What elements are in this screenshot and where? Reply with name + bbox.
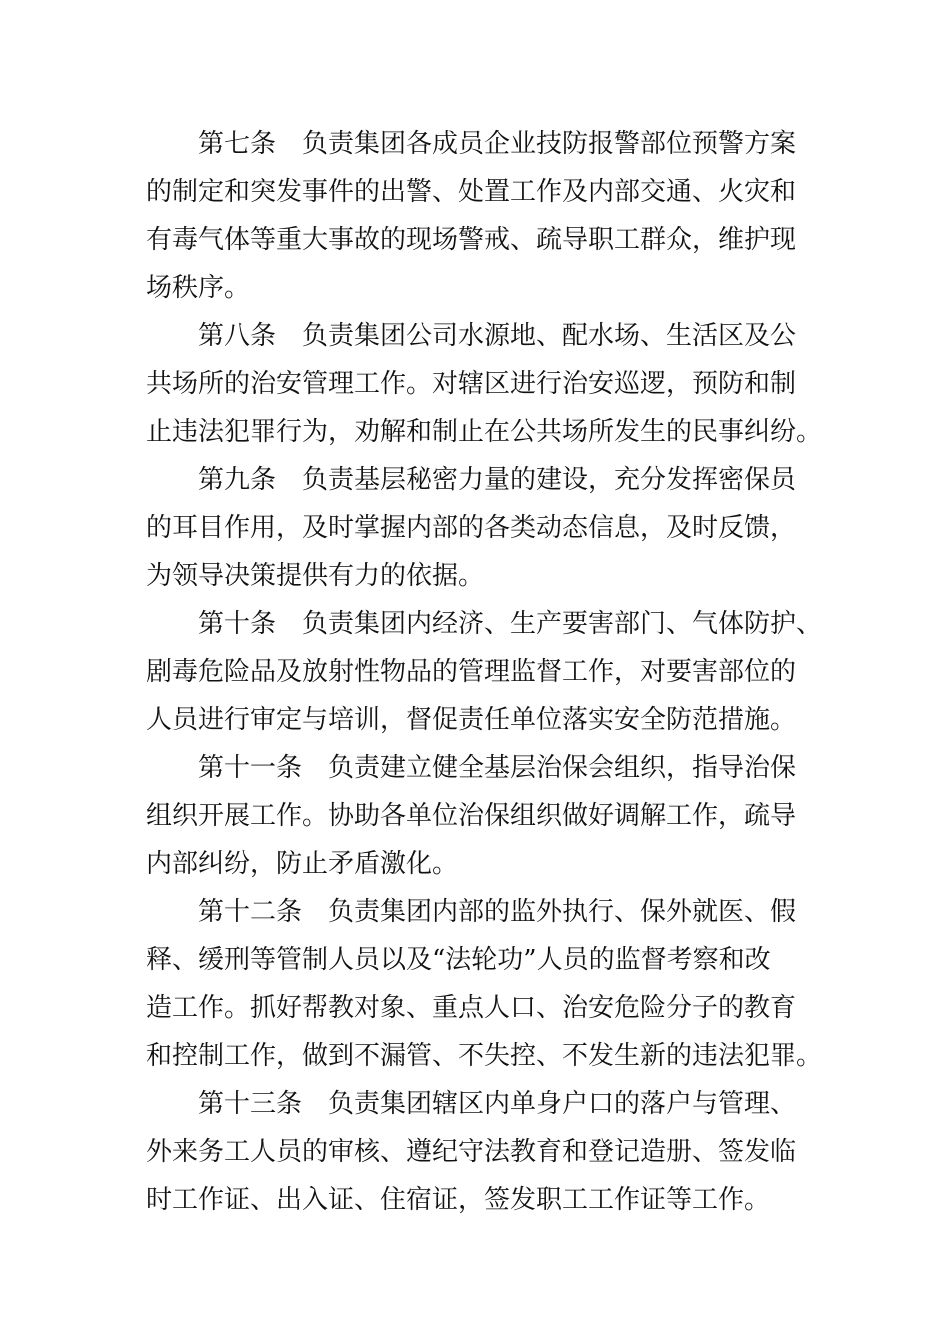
article-line: 人员进行审定与培训，督促责任单位落实安全防范措施。 [146, 705, 797, 735]
article-first-line [146, 120, 810, 168]
article-9 [146, 456, 810, 600]
article-first-line [146, 312, 810, 360]
article-11 [146, 744, 810, 888]
document-body [146, 120, 823, 1224]
article-first-line [146, 600, 823, 648]
article-line: 造工作。抓好帮教对象、重点人口、治安危险分子的教育 [146, 993, 797, 1023]
article-line: 时工作证、出入证、住宿证，签发职工工作证等工作。 [146, 1185, 771, 1215]
article-7 [146, 120, 810, 312]
article-first-line [146, 1080, 810, 1128]
article-text: 负责集团公司水源地、配水场、生活区及公 [302, 321, 797, 351]
article-number: 第八条 [198, 321, 277, 351]
article-text: 负责基层秘密力量的建设，充分发挥密保员 [302, 465, 797, 495]
article-number: 第十条 [198, 609, 277, 639]
article-number: 第九条 [198, 465, 277, 495]
article-13 [146, 1080, 810, 1224]
article-line: 有毒气体等重大事故的现场警戒、疏导职工群众，维护现 [146, 225, 797, 255]
article-first-line [146, 888, 810, 936]
article-text: 负责建立健全基层治保会组织，指导治保 [328, 753, 797, 783]
article-text: 负责集团各成员企业技防报警部位预警方案 [302, 129, 797, 159]
article-line: 组织开展工作。协助各单位治保组织做好调解工作，疏导 [146, 801, 797, 831]
article-8 [146, 312, 823, 456]
article-number: 第七条 [198, 129, 277, 159]
article-line: 释、缓刑等管制人员以及“法轮功”人员的监督考察和改 [146, 945, 771, 975]
article-line: 共场所的治安管理工作。对辖区进行治安巡逻，预防和制 [146, 369, 797, 399]
article-number: 第十一条 [198, 753, 303, 783]
article-line: 剧毒危险品及放射性物品的管理监督工作，对要害部位的 [146, 657, 797, 687]
article-first-line [146, 456, 810, 504]
article-number: 第十三条 [198, 1089, 303, 1119]
article-first-line [146, 744, 810, 792]
article-line: 的耳目作用，及时掌握内部的各类动态信息，及时反馈， [146, 513, 797, 543]
article-line: 内部纠纷，防止矛盾激化。 [146, 849, 459, 879]
article-line: 止违法犯罪行为，劝解和制止在公共场所发生的民事纠纷。 [146, 417, 823, 447]
article-12 [146, 888, 823, 1080]
article-line: 的制定和突发事件的出警、处置工作及内部交通、火灾和 [146, 177, 797, 207]
article-line: 和控制工作，做到不漏管、不失控、不发生新的违法犯罪。 [146, 1041, 823, 1071]
article-line: 场秩序。 [146, 273, 251, 303]
article-text: 负责集团内经济、生产要害部门、气体防护、 [302, 609, 823, 639]
article-number: 第十二条 [198, 897, 303, 927]
article-line: 为领导决策提供有力的依据。 [146, 561, 485, 591]
article-line: 外来务工人员的审核、遵纪守法教育和登记造册、签发临 [146, 1137, 797, 1167]
article-text: 负责集团辖区内单身户口的落户与管理、 [328, 1089, 797, 1119]
article-10 [146, 600, 823, 744]
article-text: 负责集团内部的监外执行、保外就医、假 [328, 897, 797, 927]
